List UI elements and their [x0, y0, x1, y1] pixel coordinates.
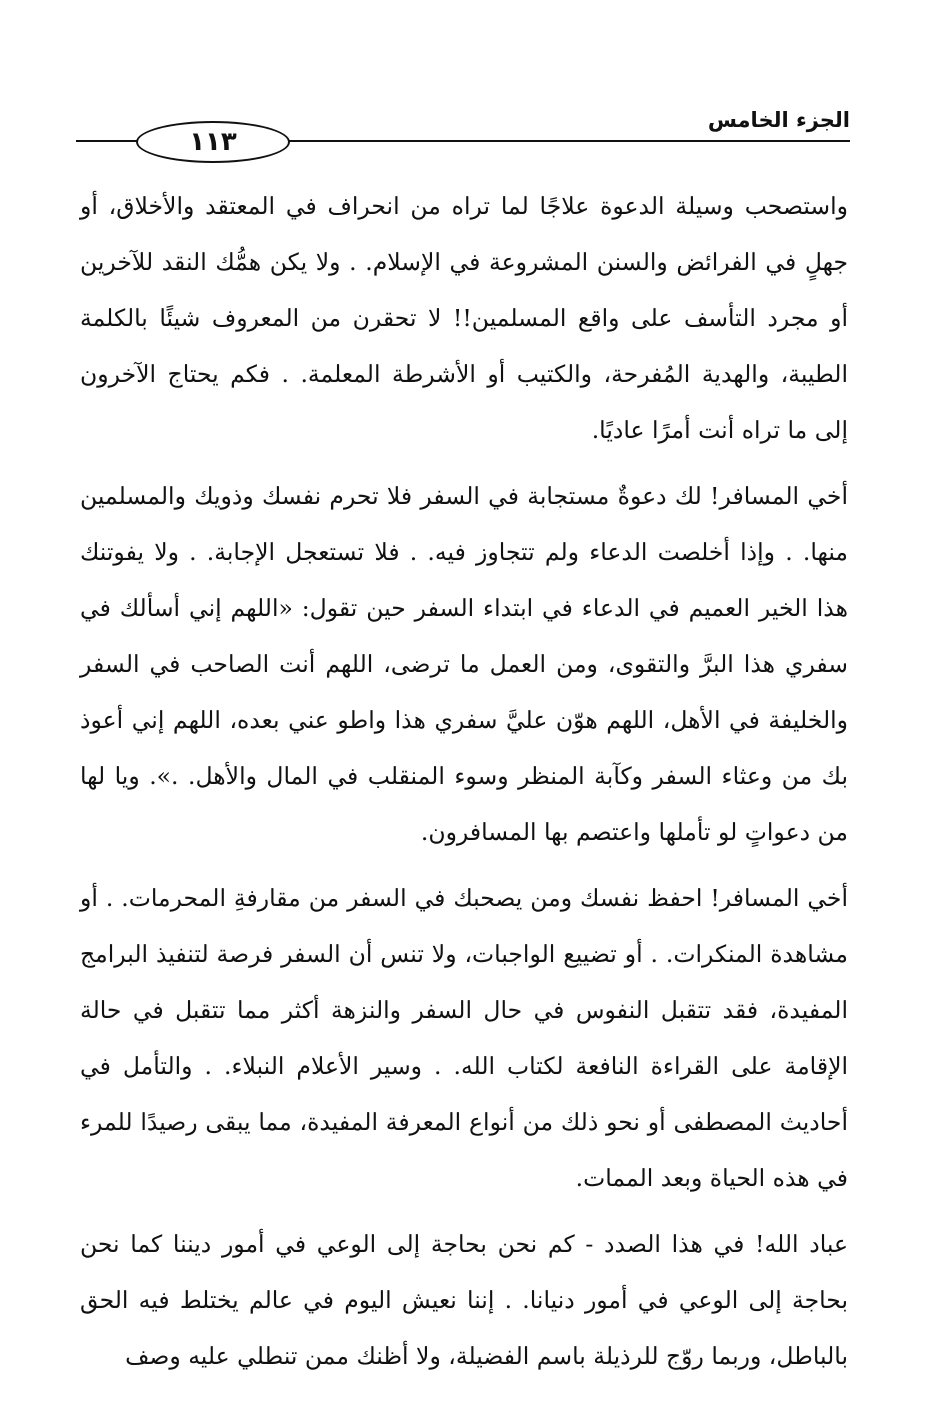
paragraph: عباد الله! في هذا الصدد - كم نحن بحاجة إلى الوعي في أمور ديننا كما نحن بحاجة إلى الوعي في أمور دنيانا. . إننا نعيش اليوم في عالم يختلط فيه الحق بالباطل، وربما روّج للرذيلة باسم الفضيلة، ولا أظنك ممن تنطلي عليه وصف [80, 1230, 848, 1370]
page-header [76, 104, 850, 164]
paragraph: واستصحب وسيلة الدعوة علاجًا لما تراه من انحراف في المعتقد والأخلاق، أو جهلٍ في الفرائض والسنن المشروعة في الإسلام. . ولا يكن همُّك النقد للآخرين أو مجرد التأسف على واقع المسلمين!! لا تحقرن من المعروف شيئًا بالكلمة الطيبة، والهدية المُفرحة، والكتيب أو الأشرطة المعلمة. . فكم يحتاج الآخرون إلى ما تراه أنت أمرًا عاديًا. [80, 192, 848, 444]
paragraph: أخي المسافر! لك دعوةٌ مستجابة في السفر فلا تحرم نفسك وذويك والمسلمين منها. . وإذا أخلصت الدعاء ولم تتجاوز فيه. . فلا تستعجل الإجابة. . ولا يفوتنك هذا الخير العميم في الدعاء في ابتداء السفر حين تقول: «اللهم إني أسألك في سفري هذا البرَّ والتقوى، ومن العمل ما ترضى، اللهم أنت الصاحب في السفر والخليفة في الأهل، اللهم هوّن عليَّ سفري هذا واطو عني بعده، اللهم إني أعوذ بك من وعثاء السفر وكآبة المنظر وسوء المنقلب في المال والأهل. .». ويا لها من دعواتٍ لو تأملها واعتصم بها المسافرون. [80, 482, 848, 846]
paragraph: أخي المسافر! احفظ نفسك ومن يصحبك في السفر من مقارفةِ المحرمات. . أو مشاهدة المنكرات. . أو تضييع الواجبات، ولا تنس أن السفر فرصة لتنفيذ البرامج المفيدة، فقد تتقبل النفوس في حال السفر والنزهة أكثر مما تتقبل في حالة الإقامة على القراءة النافعة لكتاب الله. . وسير الأعلام النبلاء. . والتأمل في أحاديث المصطفى أو نحو ذلك من أنواع المعرفة المفيدة، مما يبقى رصيدًا للمرء في هذه الحياة وبعد الممات. [80, 884, 848, 1192]
running-title: الجزء الخامس [707, 108, 850, 132]
body-text [80, 178, 848, 1394]
page-number: ١١٣ [136, 121, 290, 163]
